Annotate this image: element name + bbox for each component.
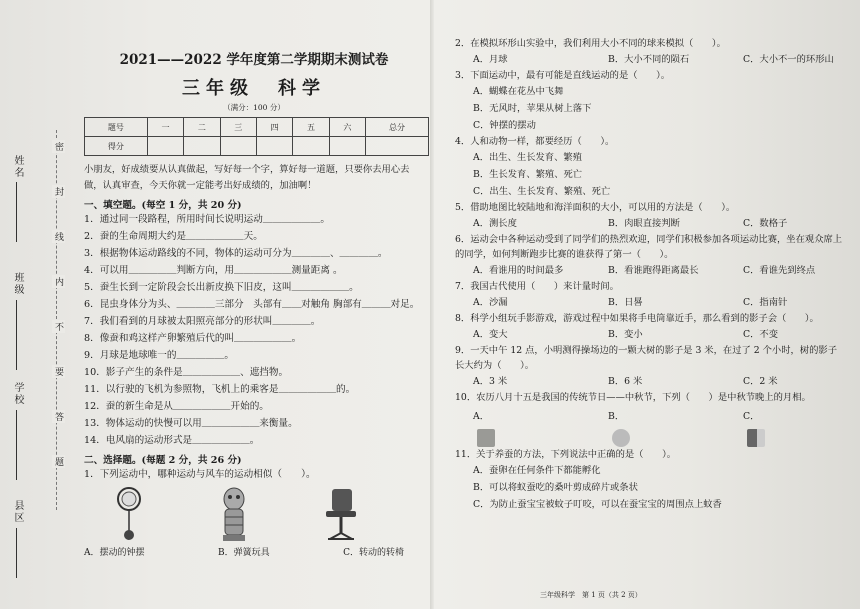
intro-text: 小朋友，好成绩要从认真做起，写好每一个字，算好每一道题，只要你去用心去做，认真审查，今天你就一定能考出好成绩的，加油啊！ (84, 164, 410, 191)
score-input-cell[interactable] (366, 137, 429, 156)
seal-school-label: 学校 (12, 382, 23, 406)
choice-question-1: 1．下列运动中，哪种运动与风车的运动相似（ ）。 (84, 469, 316, 480)
score-table (84, 117, 429, 156)
choice-question-9: 9．一天中午 12 点，小明测得操场边的一颗大树的影子是 3 米，在过了 2 个小时，树的影子长大约为（ ）。 (455, 345, 837, 371)
fill-question[interactable]: 4．可以用＿＿＿＿＿判断方向，用＿＿＿＿＿＿测量距离 。 (84, 265, 343, 276)
fill-question[interactable]: 14．电风扇的运动形式是＿＿＿＿＿＿。 (84, 435, 260, 446)
q6-option-c[interactable]: C．看谁先到终点 (743, 265, 816, 276)
score-cell: 四 (256, 118, 292, 137)
score-table-header-row (85, 118, 429, 137)
q5-options (455, 215, 845, 232)
q6-options (455, 262, 845, 279)
question1-options (84, 545, 404, 558)
score-cell: 总分 (366, 118, 429, 137)
seal-class-label: 班级 (12, 272, 23, 296)
q11-option-b-text: B．可以将蚁蚕吃的桑叶剪成碎片或条状 (473, 482, 638, 493)
score-row-label: 得分 (85, 137, 148, 156)
q2-option-a[interactable]: A．月球 (473, 54, 508, 65)
swivel-chair-icon (326, 489, 356, 539)
q3-option-a-text: A．蝴蝶在花丛中飞舞 (473, 86, 564, 97)
q1-option-a[interactable]: A．摆动的钟摆 (84, 548, 145, 558)
spring-toy-icon (223, 488, 245, 541)
q10-option-a[interactable] (473, 405, 608, 447)
exam-title: 2021——2022 学年度第二学期期末测试卷 (119, 52, 389, 68)
fill-question[interactable]: 1．通过同一段路程，所用时间长说明运动＿＿＿＿＿＿。 (84, 214, 330, 225)
q3-option-c-text: C．钟摆的摆动 (473, 120, 536, 131)
choice-question-4: 4．人和动物一样，都要经历（ ）。 (455, 136, 615, 147)
q4-option-b-text: B．生长发育、繁殖、死亡 (473, 169, 583, 180)
q8-option-b[interactable]: B．变小 (608, 329, 643, 340)
score-input-cell[interactable] (147, 137, 183, 156)
q5-option-b[interactable]: B．肉眼直接判断 (608, 218, 680, 229)
q9-option-a[interactable]: A．3 米 (473, 376, 508, 387)
q9-option-b[interactable]: B．6 米 (608, 376, 643, 387)
score-cell: 五 (293, 118, 329, 137)
fill-question[interactable]: 7．我们看到的月球被太阳照亮部分的形状叫＿＿＿＿。 (84, 316, 321, 327)
score-input-cell[interactable] (184, 137, 220, 156)
score-table-score-row (85, 137, 429, 156)
score-input-cell[interactable] (293, 137, 329, 156)
pendulum-clock-icon (118, 488, 140, 540)
q7-options (455, 294, 845, 311)
choice-question-3: 3．下面运动中，最有可能是直线运动的是（ ）。 (455, 70, 671, 81)
seal-word: 密 (53, 142, 63, 151)
fill-question[interactable]: 8．像蚕和鸡这样产卵繁殖后代的叫＿＿＿＿＿＿。 (84, 333, 302, 344)
moon-phase-c-icon (747, 429, 765, 447)
fill-question[interactable]: 11．以行驶的飞机为参照物，飞机上的乘客是＿＿＿＿＿＿的。 (84, 384, 356, 395)
q6-option-a[interactable]: A．看谁用的时间最多 (473, 265, 564, 276)
section1-heading: 一、填空题。(每空 1 分，共 20 分) (84, 200, 242, 211)
q9-option-c[interactable]: C．2 米 (743, 376, 778, 387)
q8-option-a[interactable]: A．变大 (473, 329, 508, 340)
moon-phase-b-icon (612, 429, 630, 447)
q5-option-a[interactable]: A．测长度 (473, 218, 517, 229)
q3-option-b[interactable] (455, 100, 845, 117)
right-column (455, 36, 845, 513)
q11-option-a[interactable] (455, 462, 845, 479)
score-cell: 二 (184, 118, 220, 137)
q8-option-c[interactable]: C．不变 (743, 329, 779, 340)
score-cell: 三 (220, 118, 256, 137)
q4-option-a[interactable] (455, 149, 845, 166)
exam-subject: 三年级 科学 (182, 78, 326, 99)
q2-options (455, 51, 845, 68)
q2-option-b[interactable]: B．大小不同的陨石 (608, 54, 690, 65)
q4-option-c-text: C．出生、生长发育、繁殖、死亡 (473, 186, 611, 197)
seal-name-label: 姓名 (12, 155, 23, 179)
choice-question-7: 7．我国古代使用（ ）来计量时间。 (455, 281, 619, 292)
q11-option-b[interactable] (455, 479, 845, 496)
score-cell: 一 (147, 118, 183, 137)
q10-options (455, 405, 845, 447)
fill-question[interactable]: 10．影子产生的条件是＿＿＿＿＿＿、遮挡物。 (84, 367, 289, 378)
seal-school-line[interactable] (16, 410, 17, 480)
choice-question-2: 2．在模拟环形山实验中，我们利用大小不同的球来模拟（ ）。 (455, 38, 726, 49)
full-score: （满分：100 分） (223, 103, 285, 112)
q1-option-b[interactable]: B．弹簧玩具 (217, 548, 270, 558)
score-input-cell[interactable] (329, 137, 365, 156)
q10-option-a-label: A． (473, 411, 490, 422)
choice-question-8: 8．科学小组玩手影游戏，游戏过程中如果将手电筒靠近手，那么看到的影子会（ ）。 (455, 313, 819, 324)
left-column (84, 40, 424, 558)
seal-word: 答 (53, 412, 63, 421)
score-cell: 六 (329, 118, 365, 137)
section2-heading: 二、选择题。(每题 2 分，共 26 分) (84, 455, 242, 466)
fill-question[interactable]: 9．月球是地球唯一的＿＿＿＿＿。 (84, 350, 235, 361)
score-input-cell[interactable] (256, 137, 292, 156)
seal-word: 内 (53, 277, 63, 286)
q5-option-c[interactable]: C．数格子 (743, 218, 788, 229)
q3-option-b-text: B．无风时，苹果从树上落下 (473, 103, 592, 114)
fill-question[interactable]: 6．昆虫身体分为头、＿＿＿＿三部分 头部有＿＿对触角 胸部有＿＿＿对足。 (84, 299, 420, 310)
q7-option-a[interactable]: A．沙漏 (473, 297, 508, 308)
q10-option-c[interactable] (743, 405, 765, 447)
seal-county-line[interactable] (16, 528, 17, 578)
seal-name-line[interactable] (16, 182, 17, 242)
q11-option-c[interactable] (455, 496, 845, 513)
q10-option-b[interactable] (608, 405, 743, 447)
q1-option-c[interactable]: C．转动的转椅 (343, 548, 404, 558)
score-cell: 题号 (85, 118, 148, 137)
q7-option-b[interactable]: B．日晷 (608, 297, 643, 308)
q8-options (455, 326, 845, 343)
q10-option-c-label: C． (743, 411, 760, 422)
q10-option-b-label: B． (608, 411, 625, 422)
moon-phase-a-icon (477, 429, 495, 447)
seal-word: 不 (53, 322, 63, 331)
q4-option-c[interactable] (455, 183, 845, 200)
q4-option-a-text: A．出生、生长发育、繁殖 (473, 152, 582, 163)
score-input-cell[interactable] (220, 137, 256, 156)
question1-images (84, 485, 424, 545)
choice-question-10: 10．农历八月十五是我国的传统节日——中秋节，下列（ ）是中秋节晚上的月相。 (455, 392, 811, 403)
seal-word: 线 (53, 232, 63, 241)
choice-question-6: 6．运动会中各种运动受到了同学们的热烈欢迎，同学们积极参加各项运动比赛，坐在观众席上的同学，如何判断跑步比赛的谁获得了第一（ ）。 (455, 234, 843, 260)
toy-illustrations (84, 485, 414, 545)
seal-strip (6, 10, 72, 600)
choice-question-11: 11．关于养蚕的方法，下列说法中正确的是（ ）。 (455, 449, 677, 460)
seal-word: 要 (53, 367, 63, 376)
fill-question[interactable]: 5．蚕生长到一定阶段会长出新皮换下旧皮，这叫＿＿＿＿＿＿。 (84, 282, 359, 293)
q11-option-c-text: C．为防止蚕宝宝被蚊子叮咬，可以在蚕宝宝的周围点上蚊香 (473, 499, 722, 510)
q11-option-a-text: A．蚕卵在任何条件下都能孵化 (473, 465, 601, 476)
page-footer: 三年级科学 第 1 页（共 2 页） (540, 591, 642, 599)
q2-option-c[interactable]: C．大小不一的环形山 (743, 54, 834, 65)
fill-question[interactable]: 12．蚕的新生命是从＿＿＿＿＿＿开始的。 (84, 401, 269, 412)
seal-class-line[interactable] (16, 300, 17, 370)
q4-option-b[interactable] (455, 166, 845, 183)
seal-word: 题 (53, 457, 63, 466)
page-fold (430, 0, 434, 609)
q3-option-c[interactable] (455, 117, 845, 134)
fill-question[interactable]: 3．根据物体运动路线的不同，物体的运动可分为＿＿＿＿、＿＿＿＿。 (84, 248, 388, 259)
q9-options (455, 373, 845, 390)
q7-option-c[interactable]: C．指南针 (743, 297, 788, 308)
fill-question[interactable]: 2．蚕的生命周期大约是＿＿＿＿＿＿天。 (84, 231, 263, 242)
choice-question-5: 5．借助地图比较陆地和海洋面积的大小，可以用的方法是（ ）。 (455, 202, 736, 213)
fill-question[interactable]: 13．物体运动的快慢可以用＿＿＿＿＿＿来衡量。 (84, 418, 298, 429)
seal-word: 封 (53, 187, 63, 196)
q6-option-b[interactable]: B．看谁跑得距离最长 (608, 265, 699, 276)
q3-option-a[interactable] (455, 83, 845, 100)
seal-county-label: 县区 (12, 500, 23, 524)
